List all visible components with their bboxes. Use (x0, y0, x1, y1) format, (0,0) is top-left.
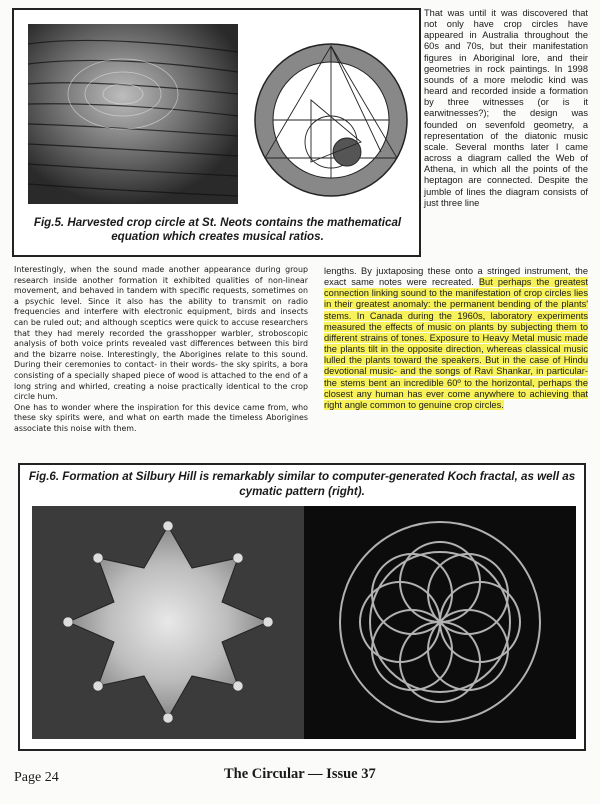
crop-circle-photo (28, 24, 238, 204)
figure-5-caption: Fig.5. Harvested crop circle at St. Neots contains the mathematical equation which creates musical ratios. (33, 216, 402, 243)
left-paragraph-2: One has to wonder where the inspiration for this device came from, who these sky spirits were, and what on earth made the timeless Aborigines associate this noise with them. (14, 402, 308, 433)
left-paragraph-1: Interestingly, when the sound made another appearance during group research inside another formation it exhibited qualities of non-linear movement, and behaved in tandem with specific requests, sometimes on a psychic level. Since it also has the ability to transmit on radio frequencies and interfere with electronic equipment, birds and insects can be ruled out; and although sceptics were quick to accuse researchers that they had merely recorded the grasshopper warbler, stroboscopic analysis of both voice prints revealed vast differences between this bird and the bizarre noise. Interestingly, the Aborigines relate to this sound. During their ceremonies to contact- in their words- the sky spirits, a bora consisting of a specially shaped piece of wood is attached to the end of a long string and whirled, creating a noise practically identical to the crop circle hum. (14, 265, 308, 402)
koch-fractal-image (32, 506, 304, 739)
highlighted-text: But perhaps the greatest connection linking sound to the manifestation of crop circles lies in their greatest anomaly: the permanent bending of the plants' stems. In Canada during the 1960s, laboratory experiments measured the effects of music on plants by subjecting them to different strains of tones. Exposure to Heavy Metal music made the plants tilt in the opposite direction, whereas classical music lulled the plants toward the speakers. But in the case of Hindu devotional music- and the songs of Ravi Shankar, in particular- the stems bent an incredible 60º to the horizontal, perhaps the closest any human has ever come anywhere to achieving that right angle common to genuine crop circles. (324, 277, 588, 410)
publication-title: The Circular — Issue 37 (224, 766, 376, 782)
figure-6 (18, 463, 586, 751)
page-number: Page 24 (14, 770, 59, 785)
figure-6-caption: Fig.6. Formation at Silbury Hill is remarkably similar to computer-generated Koch fractal, as well as cymatic pattern (right). (28, 470, 576, 498)
geometry-diagram (250, 42, 412, 198)
left-column-text (14, 265, 308, 435)
continued-text: lengths. By juxtaposing these onto a stringed instrument, the exact same notes were recreated. (324, 266, 588, 288)
right-column-text: That was until it was discovered that not only have crop circles have appeared in Australia throughout the 60s and 70s, but their manifestation figures in Aboriginal lore, and their geometries in rock paintings. In 1998 sounds of a more melodic kind was heard and recorded inside a formation by three witnesses (or is it earwitnesses?); the design was founded on sevenfold geometry, a representation of the diatonic music scale. Several months later I came across a diagram called the Web of Athena, in which all the points of the heptagon are connected. Despite the jumble of lines the diagram consists of just three line (424, 8, 588, 208)
cymatic-pattern-image (304, 506, 576, 739)
figure-5 (12, 8, 421, 257)
middle-column-text (324, 266, 588, 411)
